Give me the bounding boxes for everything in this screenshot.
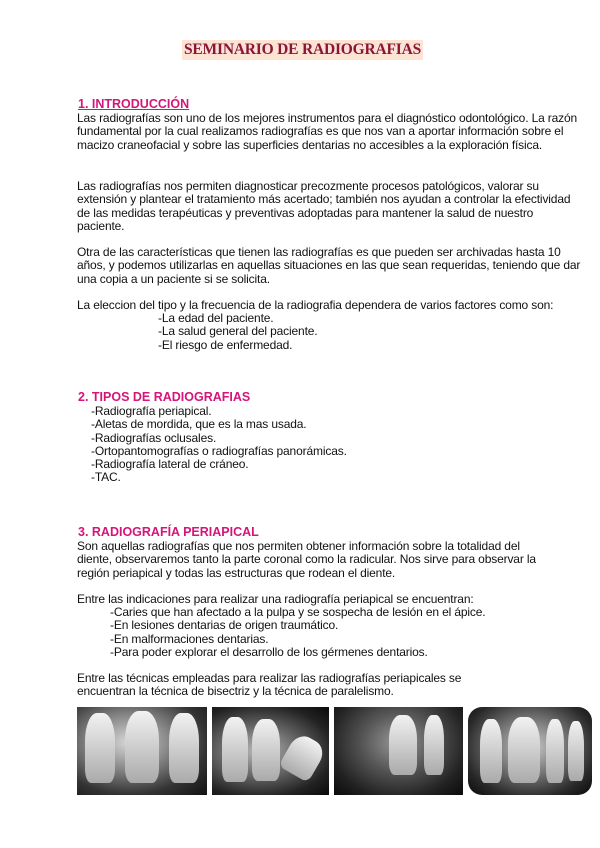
list-item: -El riesgo de enfermedad. bbox=[158, 337, 293, 352]
indications-list bbox=[110, 606, 485, 659]
list-item: -En malformaciones dentarias. bbox=[110, 631, 269, 646]
paragraph: Las radiografías nos permiten diagnosticar precozmente procesos patológicos, valorar su extensión y plantear el tratamiento más acertado; también nos ayudan a controlar la efectividad de las medidas terapéuticas y preventivas adoptadas para mantener la salud de nuestro paciente. bbox=[77, 179, 571, 233]
list-item: -Caries que han afectado a la pulpa y se sospecha de lesión en el ápice. bbox=[110, 605, 486, 619]
section-heading-periapical: 3. RADIOGRAFÍA PERIAPICAL bbox=[78, 525, 259, 539]
paragraph: La eleccion del tipo y la frecuencia de la radiografia dependera de varios factores como son: bbox=[77, 298, 554, 312]
list-item: -La salud general del paciente. bbox=[158, 324, 318, 339]
xray-image-root-canal bbox=[334, 707, 463, 795]
list-item: -Para poder explorar el desarrollo de los gérmenes dentarios. bbox=[110, 644, 428, 659]
paragraph: Entre las indicaciones para realizar una radiografía periapical se encuentran: bbox=[77, 592, 474, 606]
paragraph: Entre las técnicas empleadas para realizar las radiografías periapicales se encuentran la técnica de bisectriz y la técnica de paralelismo. bbox=[77, 671, 462, 699]
section-heading-introduccion: 1. INTRODUCCIÓN bbox=[78, 97, 190, 111]
section-heading-tipos: 2. TIPOS DE RADIOGRAFIAS bbox=[78, 390, 251, 401]
list-item: -La edad del paciente. bbox=[158, 311, 274, 325]
document-title: SEMINARIO DE RADIOGRAFIAS bbox=[184, 41, 421, 58]
xray-image-molars bbox=[77, 707, 207, 795]
list-item: -Aletas de mordida, que es la mas usada. bbox=[91, 417, 307, 432]
paragraph: Otra de las características que tienen las radiografías es que pueden ser archivadas hasta 10 años, y podemos utilizarlas en aquellas situaciones en las que sean requeridas, teniendo que dar una copia a un paciente si se solicita. bbox=[77, 245, 581, 286]
paragraph: Las radiografías son uno de los mejores instrumentos para el diagnóstico odontológico. La razón fundamental por la cual realizamos radiografías es que nos van a aportar información sobre el macizo craneofacial y sobre las superficies dentarias no accesibles a la exploración física. bbox=[77, 111, 578, 152]
list-item: -Ortopantomografías o radiografías panorámicas. bbox=[91, 443, 347, 458]
factor-list bbox=[158, 312, 317, 352]
list-item: -TAC. bbox=[91, 470, 121, 485]
paragraph: Son aquellas radiografías que nos permiten obtener información sobre la totalidad del diente, observaremos tanto la parte coronal como la radicular. Nos sirve para observar la región periapical y todas las estructuras que rodean el diente. bbox=[77, 539, 536, 580]
list-item: -En lesiones dentarias de origen traumático. bbox=[110, 618, 339, 633]
xray-image-impacted-molar bbox=[212, 707, 329, 795]
list-item: -Radiografía periapical. bbox=[91, 404, 212, 418]
types-list bbox=[91, 405, 347, 485]
xray-image-bitewing bbox=[468, 707, 592, 795]
list-item: -Radiografías oclusales. bbox=[91, 430, 217, 445]
list-item: -Radiografía lateral de cráneo. bbox=[91, 457, 249, 472]
